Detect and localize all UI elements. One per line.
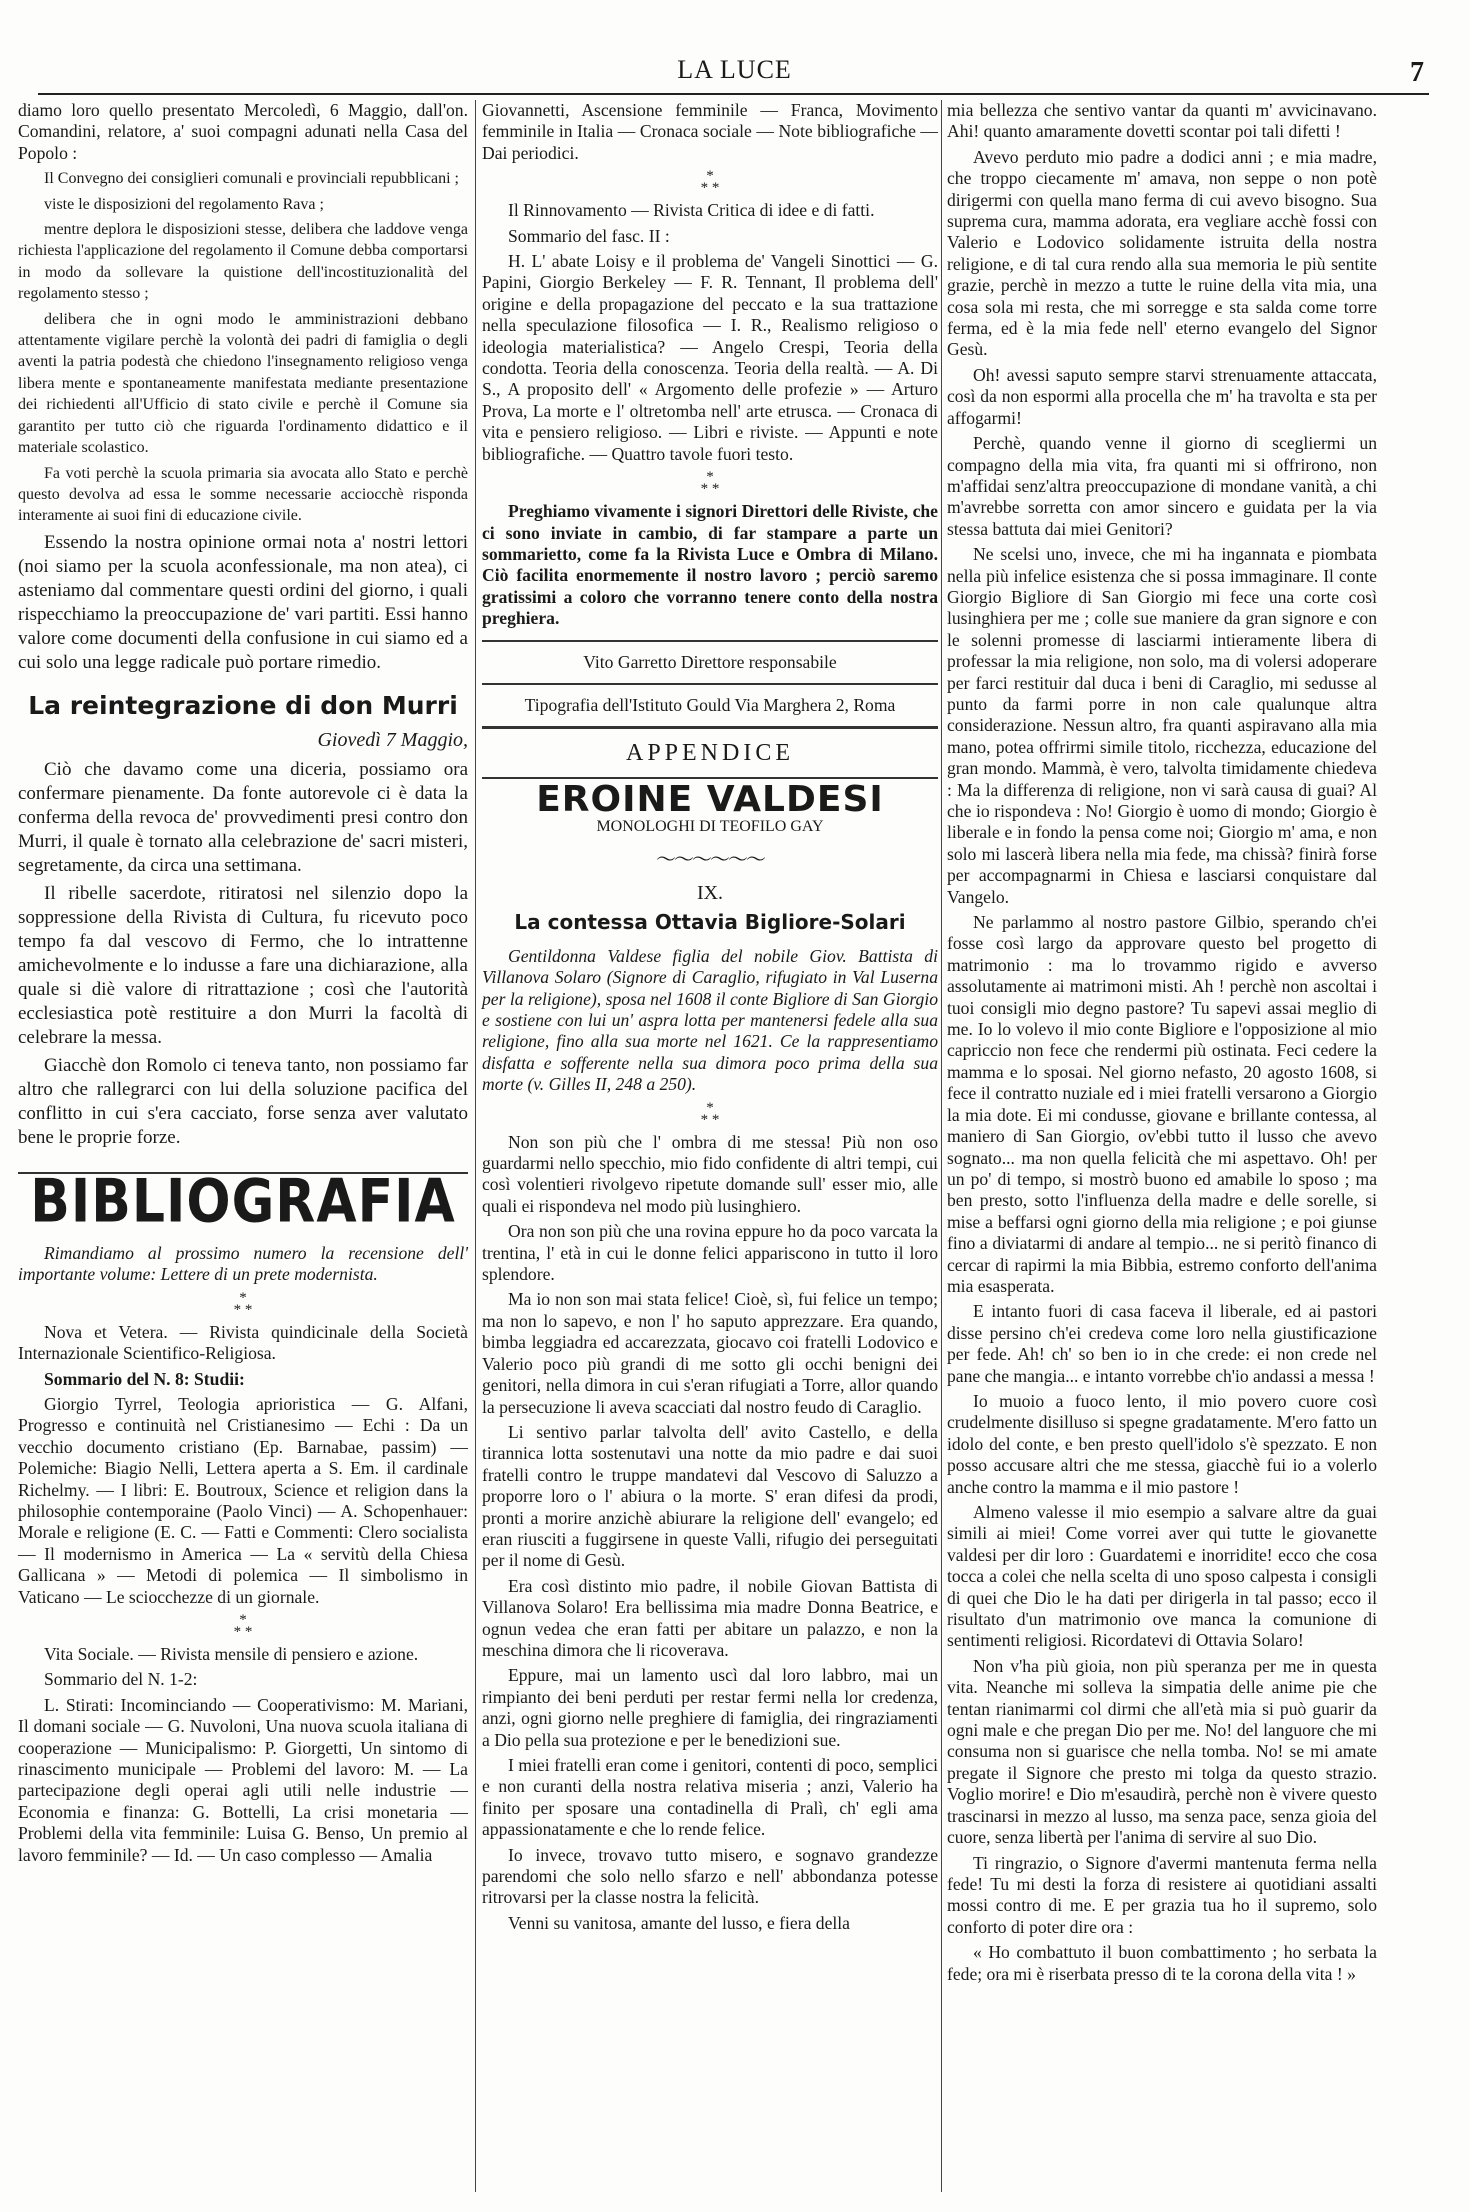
paragraph: Giovannetti, Ascensione femminile — Franca, Movimento femminile in Italia — Cronaca sociale — Note bibliografiche — Dai periodici. bbox=[482, 100, 938, 163]
asterism: * * * bbox=[233, 1289, 253, 1318]
paragraph: Venni su vanitosa, amante del lusso, e fiera della bbox=[508, 1912, 850, 1933]
wavy-divider: ～～～～～～ bbox=[656, 848, 764, 871]
rule bbox=[482, 726, 938, 729]
paragraph: Giorgio Tyrrel, Teologia aprioristica — G. Alfani, Progresso e continuità nel Cristianesimo — Echi : Da un vecchio documento cristiano (Ep. Barnabae, passim) — Polemiche: Biagio Nelli, Lettera aperta a S. Em. il cardinale Richelmy. — I libri: E. Boutroux, Science et religion dans la philosophie contemporaine (Paolo Vinci) — A. Schopenhauer: Morale e religione (E. C. — Fatti e Commenti: Clero socialista — Il modernismo in America — La « servitù della Chiesa Gallicana » — Metodi di polemica — Il simbolismo in Vaticano — Le sciocchezze di un giornale. bbox=[18, 1393, 468, 1607]
notice: Preghiamo vivamente i signori Direttori delle Riviste, che ci sono inviate in cambio, di far stampare a parte un sommarietto, come fa la Rivista Luce e Ombra di Milano. Ciò facilita enormemente il nostro lavoro ; perciò saremo gratissimi a coloro che vorranno tenere conto della nostra preghiera. bbox=[482, 501, 938, 629]
paragraph: Essendo la nostra opinione ormai nota a' nostri lettori (noi siamo per la scuola aconfessionale, ma non atea), ci asteniamo dal commentare questi ordini del giorno, i quali rispecchiamo la preoccupazione de' vari partiti. Essi hanno valore come documenti della confusione in cui siamo ed a cui solo una legge radicale può portare rimedio. bbox=[18, 531, 468, 673]
asterism: * * * bbox=[233, 1612, 253, 1641]
paragraph: Ne scelsi uno, invece, che mi ha ingannata e piombata nella più infelice esistenza che si possa immaginare. Il conte Giorgio Bigliore di San Giorgio mi fece una corte così lusinghiera per me ; colle sue maniere da gran signore e con le solenni promesse di lasciarmi intieramente libera di professar la mia religione, non solo, ma di volersi adoperare per farci restituir dal duca i beni di Caraglio, mi sedusse al punto da farmi porre in non cale qualunque altra considerazione. Nessun altro, fra quanti aspiravano alla mia mano, potea offrirmi simile titolo, ricchezza, educazione del gran mondo. Mammà, è vero, talvolta timidamente chiedeva : Ma la differenza di religione, non vi sarà causa di guai? Al che io rispondeva : No! Giorgio è uomo di mondo; Giorgio è liberale e in fondo la pensa come noi; Giorgio m' ama, e non solo mi lascerà libera nella mia fede, ma chissà? finirà forse per accompagnarmi in Chiesa e lasciarsi conquistare dal Vangelo. bbox=[947, 544, 1377, 907]
paragraph: Sommario del N. 8: Studii: bbox=[44, 1368, 245, 1389]
paragraph: Non v'ha più gioia, non più speranza per me in questa vita. Neanche mi solleva la simpatia delle anime pie che tentan rianimarmi col dirmi che all'età mia si può guarir da ogni male e che pregan Dio per me. No! del languore che mi consuma non si guarisce che nella tomba. No! se mi amate pregate il Signore che presto mi tolga da questo strazio. Voglio morire! e Dio m'esaudirà, perchè non è vivere questo trascinarsi in mezzo al lusso, ma senza pace, senza gioia del cuore, senza libertà per l'anima di servire al suo Dio. bbox=[947, 1655, 1377, 1848]
column-2 bbox=[482, 100, 938, 1938]
paragraph: H. L' abate Loisy e il problema de' Vangeli Sinottici — G. Papini, Giorgio Berkeley — F. R. Tennant, Il problema dell' origine e della propagazione del peccato e la sua trattazione nella speculazione filosofica — I. R., Realismo religioso o ideologia materialistica? — Angelo Crespi, Teoria della condotta. Teoria della conoscenza. Teoria della realtà. — A. Di S., A proposito dell' « Argomento delle profezie » — Arturo Prova, La morte e l' oltretomba nell' arte etrusca. — Cronaca di vita e pensiero religioso. — Libri e riviste. — Appunti e note bibliografiche. — Quattro tavole fuori testo. bbox=[482, 251, 938, 464]
paragraph: diamo loro quello presentato Mercoledì, 6 Maggio, dall'on. Comandini, relatore, a' suoi compagni adunati nella Casa del Popolo : bbox=[18, 100, 468, 163]
paragraph: I miei fratelli eran come i genitori, contenti di poco, semplici e non curanti della nostra relativa miseria ; anzi, Valerio ha finito per sposare una contadinella di Pralì, ch' egli ama appassionatamente e che lo rende felice. bbox=[482, 1755, 938, 1840]
paragraph: E intanto fuori di casa faceva il liberale, ed ai pastori disse persino ch'ei credeva come loro nella giustificazione per fede. Ah! ch' so ben io in che crede: ei non crede nel pane che mangia... e intanto vorrebbe ch'io andassi a messa ! bbox=[947, 1301, 1377, 1386]
paragraph: Nova et Vetera. — Rivista quindicinale della Società Internazionale Scientifico-Religiosa. bbox=[18, 1321, 468, 1364]
appendix-heading: APPENDICE bbox=[625, 740, 794, 767]
section-heading: La reintegrazione di don Murri bbox=[28, 690, 458, 720]
column-divider bbox=[941, 100, 942, 2192]
paragraph: Sommario del N. 1-2: bbox=[44, 1669, 198, 1690]
paragraph: Ciò che davamo come una diceria, possiamo ora confermare pienamente. Da fonte autorevole ci è data la conferma della revoca de' provvedimenti presi contro don Murri, il quale è tornato alla celebrazione de' sacri misteri, segretamente, da circa una settimana. bbox=[18, 758, 468, 876]
paragraph: « Ho combattuto il buon combattimento ; ho serbata la fede; ora mi è riserbata presso di te la corona della vita ! » bbox=[947, 1942, 1377, 1984]
paragraph: Il Rinnovamento — Rivista Critica di idee e di fatti. bbox=[508, 200, 875, 221]
paragraph: Vita Sociale. — Rivista mensile di pensiero e azione. bbox=[44, 1644, 419, 1665]
paragraph: Almeno valesse il mio esempio a salvare altre da guai simili ai miei! Come vorrei aver qui tutte le giovanette valdesi per dir loro : Guardatemi e inorridite! ecco che cosa tocca a colei che nella scelta di uno sposo calpesta i consigli di quei che Dio le ha dati per dirigerla in tal passo; ecco il risultato d'un matrimonio ove manca la comunione di sentimenti religiosi. Ricordatevi di Ottavia Solaro! bbox=[947, 1502, 1377, 1651]
bibliography-heading: BIBLIOGRAFIA bbox=[30, 1166, 456, 1236]
paragraph: Eppure, mai un lamento uscì dal loro labbro, mai un rimpianto dei beni perduti per restar fermi nella lor credenza, anzi, ogni giorno nelle preghiere di famiglia, dei ringraziamenti a Dio pella sua protezione e per le benedizioni sue. bbox=[482, 1665, 938, 1750]
rule bbox=[482, 640, 938, 642]
column-3 bbox=[947, 100, 1377, 1989]
asterism: * * * bbox=[700, 168, 720, 197]
paragraph: Il Convegno dei consiglieri comunali e provinciali repubblicani ; bbox=[44, 170, 459, 188]
paragraph: mentre deplora le disposizioni stesse, delibera che laddove venga richiesta l'applicazione del regolamento il Comune debba comportarsi in modo da sollevare la quistione dell'incostituzionalità del regolamento stesso ; bbox=[18, 221, 468, 303]
rule bbox=[482, 683, 938, 685]
paragraph: Io muoio a fuoco lento, il mio povero cuore così crudelmente disilluso si spegne gradatamente. M'ero fatto un idolo del conte, e ben presto quell'idolo s'è spezzato. E non posso accusare altri che me stessa, giacchè fui io a volerlo anche contro la mamma e il mio pastore ! bbox=[947, 1390, 1377, 1497]
printer-line: Tipografia dell'Istituto Gould Via Marghera 2, Roma bbox=[524, 694, 896, 715]
asterism: * * * bbox=[700, 1099, 720, 1128]
paragraph: L. Stirati: Incominciando — Cooperativismo: M. Mariani, Il domani sociale — G. Nuvoloni, Una nuova scuola italiana di cooperazione — Municipalismo: P. Giorgetti, Un sintomo di rinascimento municipale — Problemi del lavoro: M. — La partecipazione degli operai agli utili nelle industrie — Economia e finanza: G. Bottelli, La crisi monetaria — Problemi della vita femminile: Luisa G. Benso, Un premio al lavoro femminile? — Id. — Un caso complesso — Amalia bbox=[18, 1694, 468, 1865]
paragraph: Fa voti perchè la scuola primaria sia avocata allo Stato e perchè questo devolva ad essa le somme necessarie acciocchè risponda interamente ai suoi fini di educazione civile. bbox=[18, 464, 468, 525]
chapter-numeral: IX. bbox=[696, 881, 724, 904]
paragraph: Giacchè don Romolo ci teneva tanto, non possiamo far altro che rallegrarci con lui della soluzione pacifica del conflitto in cui s'era cacciato, forse senza aver valutato bene le proprie forze. bbox=[18, 1054, 468, 1148]
paragraph: Li sentivo parlar talvolta dell' avito Castello, e della tirannica lotta sostenutavi una notte da mio padre e dai suoi fratelli contro le truppe mandatevi dal Vescovo di Saluzzo a proporre loro o l' abiura o la morte. S' eran difesi da prodi, pronti a morire anzichè abiurare la religione dell' evangelo; ed eran riusciti a fuggirsene in queste Valli, rifugio dei perseguitati per il nome di Gesù. bbox=[482, 1421, 938, 1571]
paragraph: Era così distinto mio padre, il nobile Giovan Battista di Villanova Solaro! Era bellissima mia madre Donna Beatrice, e ognun vedea che eran fatti per abitare un palazzo, e non la meschina dimora che li ricoverava. bbox=[482, 1575, 938, 1660]
series-title: EROINE VALDESI bbox=[536, 778, 884, 820]
paragraph: Ora non son più che una rovina eppure ho da poco varcata la trentina, l' età in cui le donne felici appariscono in tutto il loro splendore. bbox=[482, 1221, 938, 1285]
paragraph: Sommario del fasc. II : bbox=[508, 225, 670, 246]
paragraph: Oh! avessi saputo sempre starvi strenuamente attaccata, così da non espormi alla procella che m' ha travolta e sta per affogarmi! bbox=[947, 364, 1377, 428]
chapter-heading: La contessa Ottavia Bigliore-Solari bbox=[514, 910, 906, 935]
paragraph: Io invece, trovavo tutto misero, e sognavo grandezze parendomi che solo nello sfarzo e nell' abbondanza potesse ritrovarsi per la classe nostra la felicità. bbox=[482, 1844, 938, 1908]
newspaper-title: LA LUCE bbox=[677, 55, 792, 84]
column-1 bbox=[18, 100, 468, 1870]
paragraph: mia bellezza che sentivo vantar da quanti m' avvicinavano. Ahi! quanto amaramente dovetti scontar poi tali difetti ! bbox=[947, 100, 1377, 142]
paragraph: Non son più che l' ombra di me stessa! Più non oso guardarmi nello specchio, mio fido confidente di altri tempi, cui così volentieri rivolgevo ripetute domande sull' esser mio, alle quali ei rispondeva nel modo più lusinghiero. bbox=[482, 1131, 938, 1216]
intro-paragraph: Gentildonna Valdese figlia del nobile Giov. Battista di Villanova Solaro (Signore di Caraglio, rifugiato in Val Luserna per la religione), sposa nel 1608 il conte Bigliore di San Giorgio e sostiene con lui un' aspra lotta per mantenersi fedele alla sua religione, fino alla sua morte nel 1621. Ce la rappresentiamo disfatta e sofferente nella sua dimora poco prima della sua morte (v. Gilles II, 248 a 250). bbox=[482, 945, 938, 1095]
paragraph: Rimandiamo al prossimo numero la recensione dell' importante volume: Lettere di un prete modernista. bbox=[18, 1242, 468, 1285]
paragraph: Ti ringrazio, o Signore d'avermi mantenuta ferma nella fede! Tu mi desti la forza di resistere ai quotidiani assalti mossi contro di me. E per grazia tua ho il supremo, solo conforto di poter dire ora : bbox=[947, 1852, 1377, 1937]
paragraph: Perchè, quando venne il giorno di scegliermi un compagno della mia vita, fra quanti mi si offrirono, non m'affidai senz'altra preoccupazione di mondane vanità, a chi m'avrebbe sorretta con amor sincero e guidata per la via stessa battuta dai miei Genitori? bbox=[947, 433, 1377, 539]
header-rule bbox=[38, 93, 1429, 95]
series-subtitle: MONOLOGHI DI TEOFILO GAY bbox=[596, 818, 824, 836]
column-divider bbox=[475, 100, 476, 2192]
article-date: Giovedì 7 Maggio, bbox=[317, 729, 468, 752]
paragraph: Ma io non son mai stata felice! Cioè, sì, fui felice un tempo; ma non lo sapevo, e non l' ho saputo apprezzare. Era quando, bimba leggiadra ed accarezzata, giocavo coi fratelli Lodovico e Valerio poco più grandi di me sotto gli occhi benigni dei genitori, nella dimora in cui s'eran rifugiati a Torre, allor quando la persecuzione li aveva scacciati dal nostro feudo di Caraglio. bbox=[482, 1289, 938, 1417]
page-header bbox=[0, 55, 1469, 95]
paragraph: Ne parlammo al nostro pastore Gilbio, sperando ch'ei fosse così largo da approvare questo bel progetto di matrimonio : ma lo trovammo rigido e avverso assolutamente ai matrimoni misti. Ah ! perchè non ascoltai i tuoi consigli mio degno pastore? Tu sapevi assai meglio di me. Io lo volevo il mio conte Bigliore e l'opposizione al mio capriccio non fece che rendermi più ostinata. Feci cedere la mamma e lo sposai. Nel giorno nefasto, 20 agosto 1608, si fece il contratto nuziale ed i miei fratelli versarono a Giorgio la mia dote. Ei mi condusse, giovane e brillante contessa, al maniero di San Giorgio, ov'ebbi tutto il lusso che avevo sognato... ma non quella felicità che mi aspettavo. Oh! per un po' di tempo, si mostrò buono ed amabile lo sposo ; ma ben presto, sotto l'influenza della madre e delle sorelle, si mise a beffarsi ogni giorno della mia religione ; e poi giunse fino a diviatarmi di andare al tempio... ne si peritò financo di cercar di rapirmi la mia Bibbia, estremo conforto dell'anima mia esasperata. bbox=[947, 912, 1377, 1296]
asterism: * * * bbox=[700, 469, 720, 498]
director-line: Vito Garretto Direttore responsabile bbox=[583, 651, 837, 672]
paragraph: delibera che in ogni modo le amministrazioni debbano attentamente vigilare perchè la volontà dei padri di famiglia o degli aventi la patria podestà che chiedono l'insegnamento religioso venga libera mente e spontaneamente manifestata mediante presentazione dei richiedenti all'Ufficio di stato civile e perchè il Comune sia garantito per tutto ciò che riguarda l'ordinamento didattico e il materiale scolastico. bbox=[18, 310, 468, 457]
paragraph: Avevo perduto mio padre a dodici anni ; e mia madre, che troppo ciecamente m' amava, non seppe o non potè dirigermi con quella mano ferma di cui avevo bisogno. Sua suprema cura, mamma adorata, era vegliare acchè fossi con Valerio e Lodovico solidamente istruita della nostra religione, e di tal cura rendo alla sua memoria le più sentite grazie, perchè in mezzo a tutte le ruine della vita mia, una cosa sola mi resta, che mi sorregge e sta salda come torre ferma, ed è la mia fede nell' eterno evangelo del Signor Gesù. bbox=[947, 146, 1377, 360]
paragraph: viste le disposizioni del regolamento Rava ; bbox=[44, 195, 324, 213]
paragraph: Il ribelle sacerdote, ritiratosi nel silenzio dopo la soppressione della Rivista di Cultura, fu ricevuto poco tempo fa dal vescovo di Fermo, che lo intrattenne amichevolmente e lo indusse a fare una dichiarazione, alla quale si diè valore di ritrattazione ; così che l'autorità ecclesiastica potè restituire a don Murri la facoltà di celebrare la messa. bbox=[18, 882, 468, 1048]
page-number: 7 bbox=[1410, 57, 1424, 88]
